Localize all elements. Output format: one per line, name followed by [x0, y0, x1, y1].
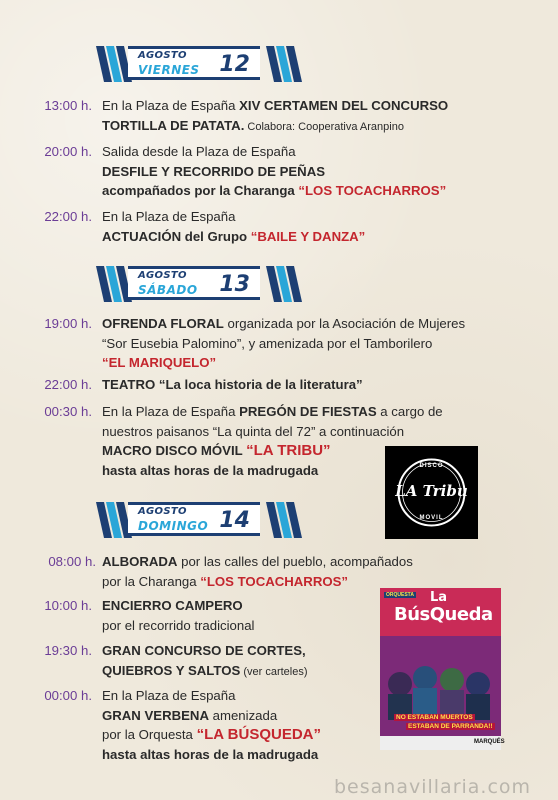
- event-description: OFRENDA FLORAL organizada por la Asociación de Mujeres “Sor Eusebia Palomino”, y amenizada por el Tamborilero “EL MARIQUELO”: [102, 316, 466, 370]
- day-header-friday: [92, 42, 322, 86]
- poster-brand: MARQUÉS: [474, 739, 505, 745]
- month-label: AGOSTO: [138, 506, 187, 517]
- logo-movil-text: MOVIL: [419, 515, 444, 521]
- poster-slogan-1: NO ESTABAN MUERTOS: [396, 714, 473, 721]
- logo-disco-text: DISCO: [419, 463, 444, 469]
- logo-name-text: LA Tribu: [395, 482, 468, 500]
- event-description: En la Plaza de España ACTUACIÓN del Grupo “BAILE Y DANZA”: [102, 209, 366, 244]
- event-time: 13:00 h.: [44, 98, 92, 113]
- event-time: 20:00 h.: [44, 144, 92, 159]
- weekday-label: DOMINGO: [138, 519, 209, 533]
- event-time: 22:00 h.: [44, 209, 92, 224]
- poster-title-la: La: [430, 590, 448, 605]
- event-time: 19:00 h.: [44, 316, 92, 331]
- event-time: 08:00 h.: [48, 554, 96, 569]
- day-number: 13: [219, 272, 250, 297]
- event-description: ENCIERRO CAMPERO por el recorrido tradicional: [102, 598, 255, 633]
- day-number: 14: [219, 508, 250, 533]
- event-description: En la Plaza de España GRAN VERBENA amenizada por la Orquesta “LA BÚSQUEDA” hasta altas horas de la madrugada: [102, 688, 322, 762]
- right-stripes-decoration: [264, 262, 306, 306]
- event-description: ALBORADA por las calles del pueblo, acompañados por la Charanga “LOS TOCACHARROS”: [102, 554, 413, 589]
- event-description: TEATRO “La loca historia de la literatura”: [102, 377, 363, 392]
- day-number: 12: [219, 52, 250, 77]
- weekday-label: SÁBADO: [138, 283, 198, 297]
- day-label-bar: [128, 502, 260, 536]
- day-header-saturday: [92, 262, 322, 306]
- day-label-bar: [128, 46, 260, 80]
- right-stripes-decoration: [264, 42, 306, 86]
- event-description: GRAN CONCURSO DE CORTES, QUIEBROS Y SALTOS (ver carteles): [102, 643, 308, 678]
- event-time: 10:00 h.: [44, 598, 92, 613]
- poster-tag: ORQUESTA: [386, 592, 414, 598]
- event-description: Salida desde la Plaza de España DESFILE Y RECORRIDO DE PEÑAS acompañados por la Charanga “LOS TOCACHARROS”: [102, 144, 447, 198]
- event-time: 00:30 h.: [44, 404, 92, 419]
- event-time: 19:30 h.: [44, 643, 92, 658]
- weekday-label: VIERNES: [138, 63, 200, 77]
- event-time: 00:00 h.: [44, 688, 92, 703]
- la-tribu-logo: [385, 446, 478, 539]
- event-description: En la Plaza de España XIV CERTAMEN DEL CONCURSO TORTILLA DE PATATA. Colabora: Cooperativa Aranpino: [102, 98, 449, 133]
- month-label: AGOSTO: [138, 50, 187, 61]
- month-label: AGOSTO: [138, 270, 187, 281]
- watermark: besanavillaria.com: [334, 776, 532, 798]
- day-header-sunday: [92, 498, 322, 542]
- event-description: En la Plaza de España PREGÓN DE FIESTAS a cargo de nuestros paisanos “La quinta del 72” a continuación MACRO DISCO MÓVIL “LA TRIBU” hasta altas horas de la madrugada: [102, 404, 443, 478]
- poster-slogan-2: ESTABAN DE PARRANDA!!: [408, 723, 493, 730]
- la-busqueda-poster: [380, 588, 505, 750]
- event-time: 22:00 h.: [44, 377, 92, 392]
- poster-title: BúsQueda: [394, 604, 493, 625]
- right-stripes-decoration: [264, 498, 306, 542]
- day-label-bar: [128, 266, 260, 300]
